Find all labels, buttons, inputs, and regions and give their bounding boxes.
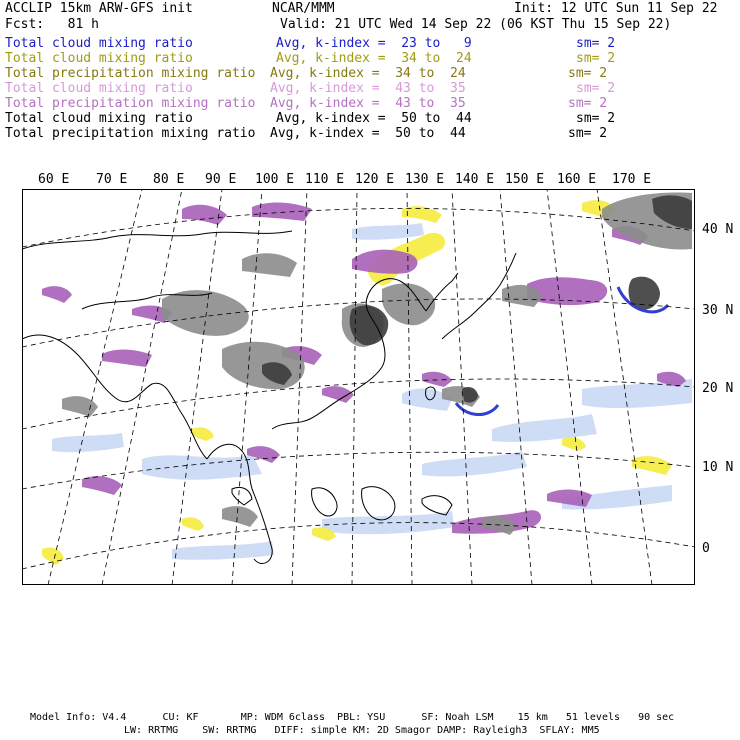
field-4-avg: Avg, k-index = 43 to 35 <box>270 81 466 96</box>
forecast-hour: Fcst: 81 h <box>5 17 99 32</box>
lon-label-90e: 90 E <box>205 172 237 187</box>
field-4-name: Total cloud mixing ratio <box>5 81 193 96</box>
field-7-name: Total precipitation mixing ratio <box>5 126 256 141</box>
lon-label-100e: 100 E <box>255 172 295 187</box>
lon-label-140e: 140 E <box>455 172 495 187</box>
field-6-name: Total cloud mixing ratio <box>5 111 193 126</box>
field-3-name: Total precipitation mixing ratio <box>5 66 256 81</box>
field-2-name: Total cloud mixing ratio <box>5 51 193 66</box>
lon-label-80e: 80 E <box>153 172 185 187</box>
field-1-sm: sm= 2 <box>576 36 616 51</box>
lon-label-160e: 160 E <box>557 172 597 187</box>
field-1-avg: Avg, k-index = 23 to 9 <box>276 36 472 51</box>
lon-label-60e: 60 E <box>38 172 70 187</box>
lat-label-10n: 10 N <box>702 460 734 475</box>
model-info-line2: LW: RRTMG SW: RRTMG DIFF: simple KM: 2D Smagor DAMP: Rayleigh3 SFLAY: MM5 <box>124 725 600 736</box>
cloud-k43-layer <box>42 203 686 534</box>
field-5-avg: Avg, k-index = 43 to 35 <box>270 96 466 111</box>
model-info-line1: Model Info: V4.4 CU: KF MP: WDM 6class PBL: YSU SF: Noah LSM 15 km 51 levels 90 sec <box>30 712 675 723</box>
lon-label-70e: 70 E <box>96 172 128 187</box>
cloud-k50-layer <box>62 193 692 535</box>
field-5-sm: sm= 2 <box>568 96 608 111</box>
field-7-sm: sm= 2 <box>568 126 608 141</box>
field-2-avg: Avg, k-index = 34 to 24 <box>276 51 472 66</box>
field-6-avg: Avg, k-index = 50 to 44 <box>276 111 472 126</box>
cloud-k34-layer <box>42 200 672 565</box>
lat-label-eq: 0 <box>702 541 710 556</box>
field-5-name: Total precipitation mixing ratio <box>5 96 256 111</box>
lon-label-130e: 130 E <box>405 172 445 187</box>
field-6-sm: sm= 2 <box>576 111 616 126</box>
init-time: Init: 12 UTC Sun 11 Sep 22 <box>514 1 718 16</box>
field-7-avg: Avg, k-index = 50 to 44 <box>270 126 466 141</box>
lat-label-20n: 20 N <box>702 381 734 396</box>
field-4-sm: sm= 2 <box>576 81 616 96</box>
field-3-avg: Avg, k-index = 34 to 24 <box>270 66 466 81</box>
model-title: ACCLIP 15km ARW-GFS init <box>5 1 193 16</box>
lon-label-150e: 150 E <box>505 172 545 187</box>
valid-time: Valid: 21 UTC Wed 14 Sep 22 (06 KST Thu 15 Sep 22) <box>280 17 672 32</box>
lon-label-110e: 110 E <box>305 172 345 187</box>
lon-label-170e: 170 E <box>612 172 652 187</box>
forecast-map <box>22 189 695 585</box>
lat-label-30n: 30 N <box>702 303 734 318</box>
field-2-sm: sm= 2 <box>576 51 616 66</box>
center-label: NCAR/MMM <box>272 1 335 16</box>
field-1-name: Total cloud mixing ratio <box>5 36 193 51</box>
field-3-sm: sm= 2 <box>568 66 608 81</box>
lon-label-120e: 120 E <box>355 172 395 187</box>
lat-label-40n: 40 N <box>702 222 734 237</box>
